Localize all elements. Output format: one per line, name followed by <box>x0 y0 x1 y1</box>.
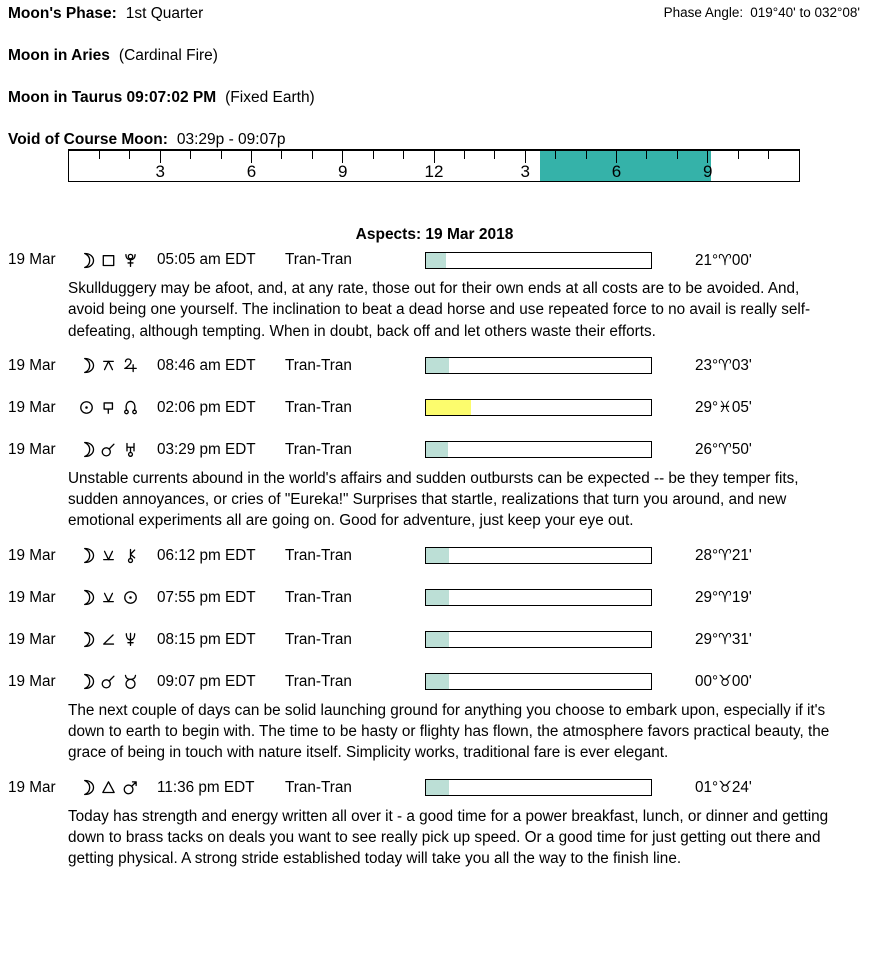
aspect-description: The next couple of days can be solid launching ground for anything you choose to embark upon, especially if it's down to earth to begin with. The time to be hasty or flighty has flown, the atmosphere favors practical beauty, the grace of being in touch with nature itself. Simplicity works, traditional fare is ever elegant. <box>68 701 830 762</box>
moon-phase-line <box>8 5 203 23</box>
moon-icon <box>78 631 95 648</box>
aspect-time: 08:46 am EDT <box>157 356 256 374</box>
aspect-type: Tran-Tran <box>285 251 352 268</box>
aspect-date: 19 Mar <box>8 672 56 690</box>
aspect-degree: 00°♉00' <box>695 673 752 691</box>
conjunction-icon <box>100 673 117 690</box>
aspect-date: 19 Mar <box>8 546 56 564</box>
timeline-tick <box>312 151 313 159</box>
aspect-type: Tran-Tran <box>285 672 352 690</box>
timeline-tick <box>555 151 556 159</box>
aspect-type: Tran-Tran <box>285 356 352 374</box>
moon-in-taurus-line <box>8 89 315 107</box>
aspect-time: 11:36 pm EDT <box>157 778 255 796</box>
aspect-type: Tran-Tran <box>285 398 352 416</box>
aspect-description: Unstable currents abound in the world's affairs and sudden outbursts can be expected -- be they temper fits, sudden annoyances, or cries of "Eureka!" Surprises that startle, realizations that turn you around, and new emotional experiments all are going on. Good for adventure, just keep your eye out. <box>68 469 799 530</box>
timeline-hour-label: 3 <box>155 162 165 181</box>
aspect-orb-bar <box>425 631 652 648</box>
conjunction-icon <box>100 441 117 458</box>
void-of-course-value: 03:29p - 09:07p <box>176 131 286 148</box>
aspect-row <box>8 547 869 565</box>
aspect-degree: 29°♈31' <box>695 631 752 649</box>
aspect-orb-bar <box>425 547 652 564</box>
aspect-orb-fill <box>426 590 449 605</box>
moon-icon <box>78 357 95 374</box>
aspect-time: 03:29 pm EDT <box>157 440 256 458</box>
aspect-orb-bar <box>425 673 652 690</box>
sun-icon <box>78 399 95 416</box>
aspect-symbols <box>78 441 157 458</box>
mars-icon <box>122 779 139 796</box>
timeline-hour-label: 6 <box>246 162 257 181</box>
aspect-orb-fill <box>426 674 449 689</box>
timeline-tick <box>99 151 100 159</box>
aspect-degree: 01°♉24' <box>695 779 752 797</box>
aspect-time: 09:07 pm EDT <box>157 672 256 690</box>
north-node-icon <box>122 399 139 416</box>
semisquare-icon <box>100 631 117 648</box>
square-icon <box>100 252 117 269</box>
pluto-icon <box>122 252 139 269</box>
aspect-orb-fill <box>426 253 446 268</box>
timeline-tick <box>221 151 222 159</box>
timeline-tick <box>494 151 495 159</box>
moon-icon <box>78 779 95 796</box>
aspect-degree: 26°♈50' <box>695 441 752 459</box>
aspect-orb-fill <box>426 780 449 795</box>
aspect-symbols <box>78 589 157 606</box>
jupiter-icon <box>122 357 139 374</box>
aspect-degree: 21°♈00' <box>695 251 752 269</box>
aspect-type: Tran-Tran <box>285 778 352 796</box>
report-header <box>0 0 869 218</box>
aspect-date: 19 Mar <box>8 398 56 416</box>
timeline-tick <box>129 151 130 159</box>
timeline-tick <box>768 151 769 159</box>
aspect-row <box>8 779 869 797</box>
uranus-icon <box>122 441 139 458</box>
moon-in-taurus-label: Moon in Taurus 09:07:02 PM <box>8 89 217 106</box>
aspect-time: 07:55 pm EDT <box>157 588 256 606</box>
aspect-type: Tran-Tran <box>285 588 352 606</box>
aspect-orb-bar <box>425 252 652 269</box>
phase-angle <box>664 5 860 20</box>
moon-phase-label: Moon's Phase: <box>8 5 117 22</box>
semisextile-icon <box>100 589 117 606</box>
aspect-date: 19 Mar <box>8 356 56 374</box>
phase-angle-value: 019°40' to 032°08' <box>750 5 860 20</box>
aspect-orb-fill <box>426 548 449 563</box>
phase-angle-label: Phase Angle: <box>663 5 744 20</box>
aspect-orb-fill <box>426 358 449 373</box>
aspect-date: 19 Mar <box>8 251 56 268</box>
aspects-section <box>0 218 869 870</box>
aspect-degree: 28°♈21' <box>695 547 752 565</box>
aspect-symbols <box>78 631 157 648</box>
aspect-date: 19 Mar <box>8 588 56 606</box>
timeline-tick <box>677 151 678 159</box>
taurus-icon <box>122 673 139 690</box>
aspects-title: Aspects: 19 Mar 2018 <box>355 226 514 243</box>
aspect-orb-fill <box>426 632 449 647</box>
aspect-type: Tran-Tran <box>285 440 352 458</box>
aspect-symbols <box>78 779 157 796</box>
moon-phase-value: 1st Quarter <box>125 5 204 22</box>
timeline-hour-label: 3 <box>520 162 530 181</box>
void-of-course-line <box>8 131 285 149</box>
aspect-degree: 29°♈19' <box>695 589 752 607</box>
aspect-time: 06:12 pm EDT <box>157 546 256 564</box>
aspect-date: 19 Mar <box>8 630 56 648</box>
aspect-orb-bar <box>425 779 652 796</box>
moon-in-aries-line <box>8 47 218 65</box>
timeline-tick <box>464 151 465 159</box>
moon-in-taurus-value: (Fixed Earth) <box>225 89 315 106</box>
timeline-hour-label: 9 <box>703 162 713 181</box>
semisextile-icon <box>100 547 117 564</box>
moon-icon <box>78 673 95 690</box>
moon-icon <box>78 547 95 564</box>
trine-icon <box>100 779 117 796</box>
aspect-symbols <box>78 673 157 690</box>
aspect-symbols <box>78 547 157 564</box>
aspect-symbols <box>78 357 157 374</box>
moon-in-aries-value: (Cardinal Fire) <box>118 47 218 64</box>
aspect-list <box>0 251 869 870</box>
aspect-row <box>8 673 869 691</box>
timeline-tick <box>646 151 647 159</box>
chiron-icon <box>122 547 139 564</box>
timeline-tick <box>373 151 374 159</box>
aspect-row <box>8 589 869 607</box>
timeline-tick <box>281 151 282 159</box>
aspect-time: 05:05 am EDT <box>157 251 256 268</box>
aspect-row <box>8 251 869 269</box>
aspect-orb-fill <box>426 400 471 415</box>
aspect-description: Today has strength and energy written all over it - a good time for a power breakfast, lunch, or dinner and getting down to brass tacks on deals you want to see really pick up speed. Or a good time for just getting out there and getting physical. A strong stride established today will take you all the way to the finish line. <box>68 807 829 868</box>
aspect-orb-bar <box>425 441 652 458</box>
moon-icon <box>78 252 95 269</box>
sesquiquadrate-icon <box>100 399 117 416</box>
moon-icon <box>78 441 95 458</box>
aspect-time: 02:06 pm EDT <box>157 398 256 416</box>
aspect-symbols <box>78 252 157 269</box>
aspect-row <box>8 399 869 417</box>
aspect-description: Skullduggery may be afoot, and, at any rate, those out for their own ends at all costs are to be avoided. And, avoid being one yourself. The inclination to beat a dead horse and use repeated force to no avail is really self-defeating, although tempting. When in doubt, back off and let others waste their efforts. <box>68 280 811 340</box>
aspect-type: Tran-Tran <box>285 546 352 564</box>
aspect-symbols <box>78 399 157 416</box>
moon-in-aries-label: Moon in Aries <box>8 47 110 64</box>
aspect-date: 19 Mar <box>8 778 56 796</box>
aspect-time: 08:15 pm EDT <box>157 630 256 648</box>
aspect-orb-fill <box>426 442 448 457</box>
aspect-orb-bar <box>425 357 652 374</box>
aspect-orb-bar <box>425 589 652 606</box>
voc-timeline <box>68 149 800 182</box>
timeline-tick <box>586 151 587 159</box>
timeline-tick <box>190 151 191 159</box>
aspect-date: 19 Mar <box>8 440 56 458</box>
timeline-tick <box>738 151 739 159</box>
moon-icon <box>78 589 95 606</box>
aspect-type: Tran-Tran <box>285 630 352 648</box>
aspect-degree: 23°♈03' <box>695 357 752 375</box>
quincunx-icon <box>100 357 117 374</box>
sun-icon <box>122 589 139 606</box>
timeline-hour-label: 12 <box>424 162 444 181</box>
timeline-hour-label: 6 <box>611 162 622 181</box>
aspect-row <box>8 631 869 649</box>
aspect-row <box>8 357 869 375</box>
timeline-tick <box>403 151 404 159</box>
neptune-icon <box>122 631 139 648</box>
timeline-hour-label: 9 <box>338 162 348 181</box>
aspect-degree: 29°♓05' <box>695 399 752 417</box>
aspect-orb-bar <box>425 399 652 416</box>
aspect-row <box>8 441 869 459</box>
void-of-course-label: Void of Course Moon: <box>8 131 168 148</box>
